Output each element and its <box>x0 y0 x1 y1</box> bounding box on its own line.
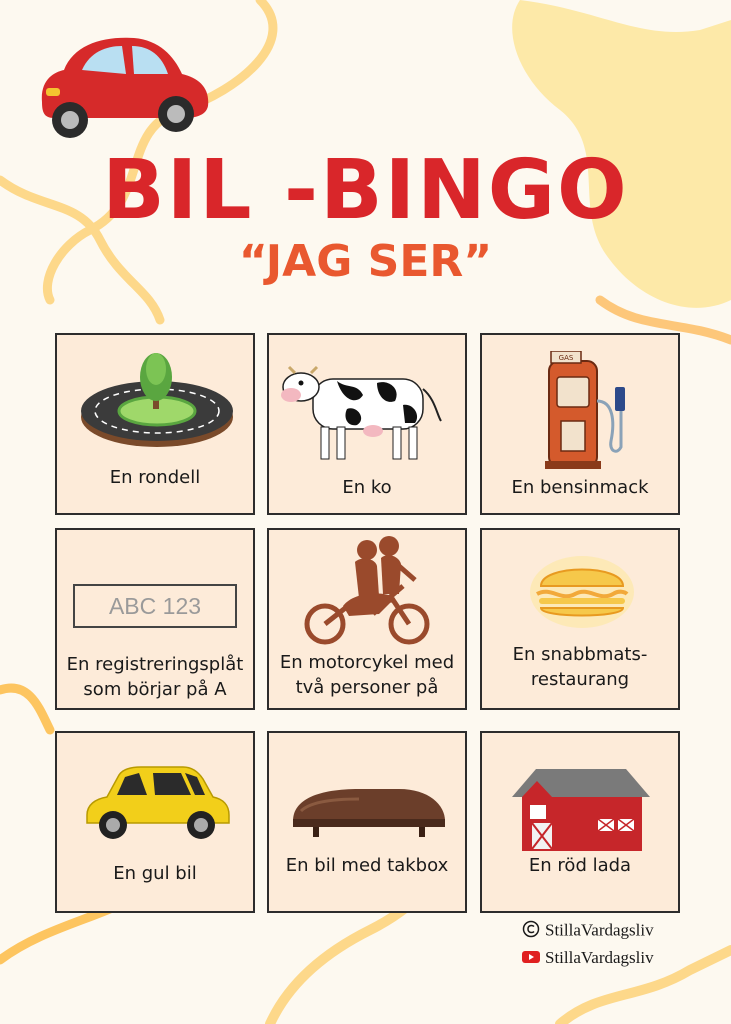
cell-label: En ko <box>342 477 392 498</box>
cell-label: En bil med takbox <box>285 855 449 876</box>
bingo-cell-yellow-car <box>55 731 255 913</box>
cow-icon <box>277 349 457 469</box>
bingo-cell-red-barn <box>480 731 680 913</box>
bingo-cell-roundabout <box>55 333 255 515</box>
burger-icon <box>527 552 637 632</box>
cell-label: En registreringsplåt som börjar på A <box>66 654 244 700</box>
red-car-icon <box>34 30 214 142</box>
bingo-cell-fast-food <box>480 528 680 710</box>
page-subtitle: “JAG SER” <box>238 236 493 287</box>
yellow-car-icon <box>81 763 231 843</box>
credit-youtube[interactable] <box>522 948 654 969</box>
roof-box-icon <box>289 781 449 841</box>
bingo-cell-license-plate <box>55 528 255 710</box>
license-plate-icon: ABC 123 <box>73 584 237 628</box>
motorcycle-icon <box>303 536 433 646</box>
cell-label: En snabbmats-restaurang <box>512 644 648 690</box>
cell-label: En röd lada <box>528 855 632 876</box>
gas-sign-text: GAS <box>558 354 574 362</box>
copyright-icon <box>522 920 540 943</box>
credit-copyright <box>522 920 654 943</box>
bingo-cell-gas-station <box>480 333 680 515</box>
bingo-cell-cow <box>267 333 467 515</box>
youtube-icon <box>522 949 540 969</box>
roundabout-icon <box>77 347 237 447</box>
credit-text: StillaVardagsliv <box>545 920 654 940</box>
gas-pump-icon <box>537 351 627 471</box>
cell-label: En rondell <box>109 467 201 488</box>
cell-label: En bensinmack <box>511 477 649 498</box>
cell-label: En motorcykel med två personer på <box>279 652 455 698</box>
bingo-cell-roof-box <box>267 731 467 913</box>
red-barn-icon <box>506 763 656 853</box>
page-title: BIL -BINGO <box>102 143 629 238</box>
credit-text: StillaVardagsliv <box>545 948 654 967</box>
cell-label: En gul bil <box>113 863 197 884</box>
bingo-cell-motorcycle <box>267 528 467 710</box>
